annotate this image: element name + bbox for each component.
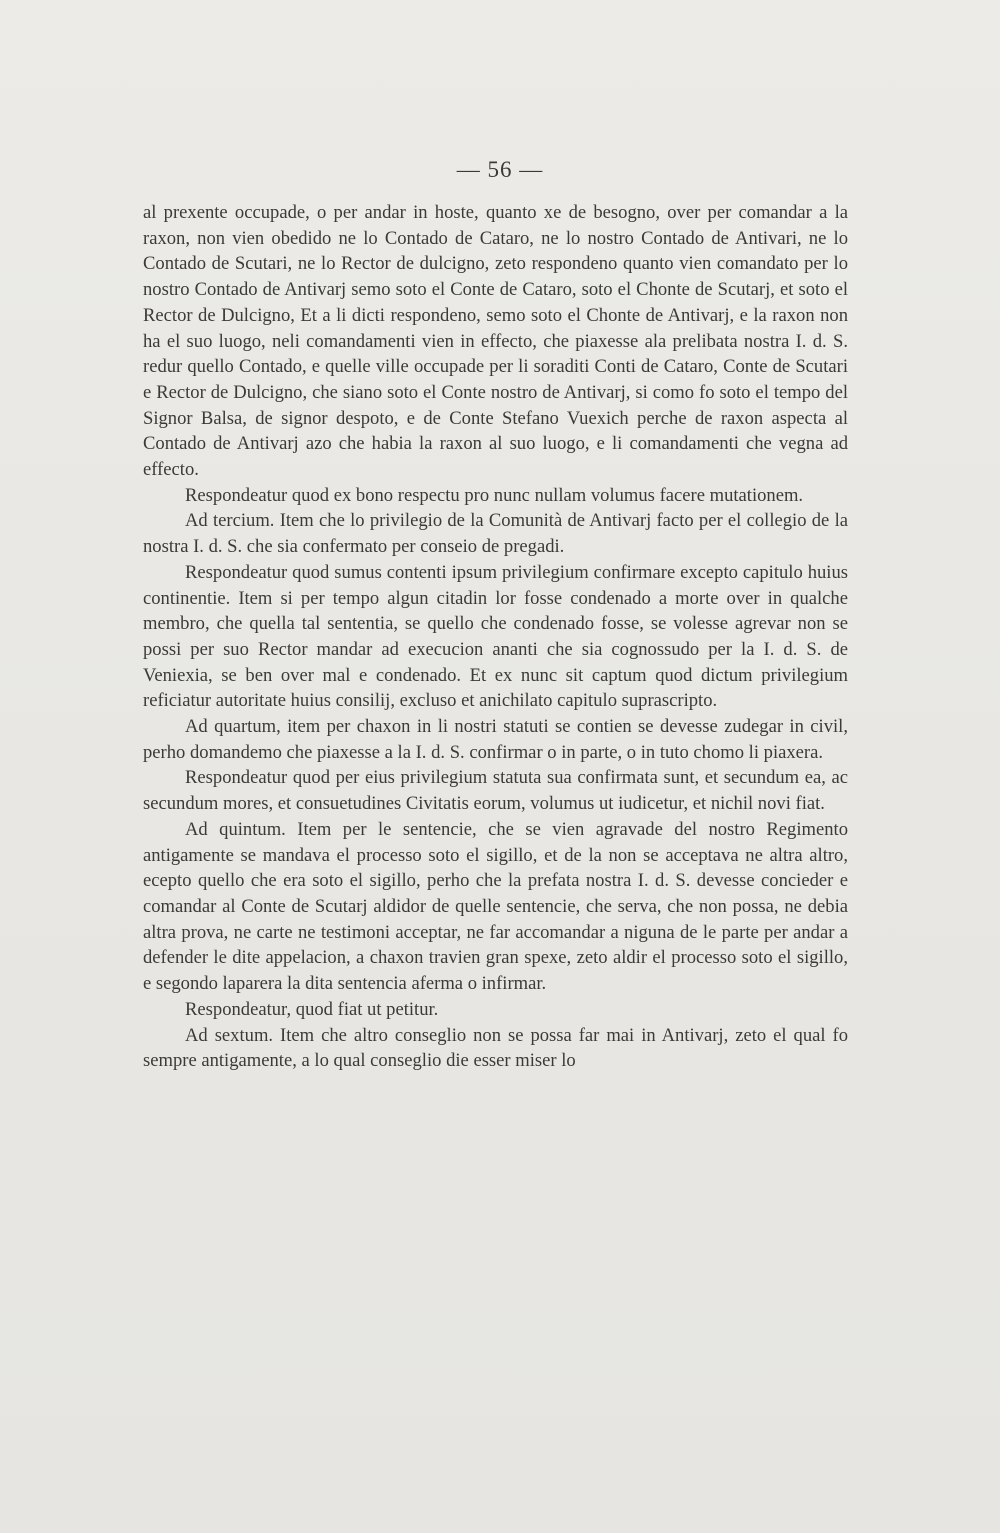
body-text (143, 200, 848, 1074)
paragraph: Respondeatur quod ex bono respectu pro nunc nullam volumus facere mutationem. (185, 484, 804, 506)
paragraph: Ad quintum. Item per le sentencie, che se vien agravade del nostro Regimento antigamente se mandava el processo soto el sigillo, et de la non se acceptava ne altra altro, ecepto quello che era soto el sigillo, perho che la prefata nostra I. d. S. devesse concieder e comandar al Conte de Scutarj aldidor de quelle sentencie, che serva, che non possa, ne debia altra prova, ne carte ne testimoni acceptar, ne far accomandar a niguna de le parte per andar a defender le dite appelacion, a chaxon travien gran spexe, zeto aldir el processo soto el sigillo, e segondo laparera la dita sentencia aferma o infirmar. (143, 818, 848, 995)
paragraph: Ad sextum. Item che altro conseglio non se possa far mai in Antivarj, zeto el qual fo sempre antigamente, a lo qual conseglio die esser miser lo (143, 1024, 848, 1072)
paragraph: al prexente occupade, o per andar in hoste, quanto xe de besogno, over per comandar a la raxon, non vien obedido ne lo Contado de Cataro, ne lo nostro Contado de Antivari, ne lo Contado de Scutari, ne lo Rector de dulcigno, zeto respondeno quanto vien comandato per lo nostro Contado de Antivarj semo soto el Conte de Cataro, soto el Chonte de Scutarj, et soto el Rector de Dulcigno, Et a li dicti respondeno, semo soto el Chonte de Antivarj, e la raxon non ha el suo luogo, neli comandamenti vien in effecto, che piaxesse ala prelibata nostra I. d. S. redur quello Contado, e quelle ville occupade per li soraditi Conti de Cataro, Conte de Scutari e Rector de Dulcigno, che siano soto el Conte nostro de Antivarj, si como fo soto el tempo del Signor Balsa, de signor despoto, e de Conte Stefano Vuexich perche de raxon aspecta al Contado de Antivarj azo che habia la raxon al suo luogo, e li comandamenti che vegna ad effecto. (143, 202, 848, 481)
paragraph: Respondeatur, quod fiat ut petitur. (185, 998, 439, 1020)
page-number: — 56 — (456, 157, 544, 182)
paragraph: Ad quartum, item per chaxon in li nostri statuti se contien se devesse zudegar in civil, perho domandemo che piaxesse a la I. d. S. confirmar o in parte, o in tuto chomo li piaxera. (143, 716, 848, 763)
paragraph: Respondeatur quod per eius privilegium statuta sua confirmata sunt, et secundum ea, ac secundum mores, et consuetudines Civitatis eorum, volumus ut iudicetur, et nichil novi fiat. (143, 767, 848, 815)
paragraph: Ad tercium. Item che lo privilegio de la Comunità de Antivarj facto per el collegio de la nostra I. d. S. che sia confermato per conseio de pregadi. (143, 510, 848, 558)
paragraph: Respondeatur quod sumus contenti ipsum privilegium confirmare excepto capitulo huius continentie. Item si per tempo algun citadin lor fosse condenado a morte over in qualche membro, che quella tal sententia, se quello che condenado fosse, se volesse agrevar non se possi per suo Rector mandar ad execucion ananti che sia cognossudo per la I. d. S. de Veniexia, se ben over mal e condenado. Et ex nunc sit captum quod dictum privilegium reficiatur autoritate huius consilij, excluso et anichilato capitulo suprascripto. (143, 561, 848, 712)
